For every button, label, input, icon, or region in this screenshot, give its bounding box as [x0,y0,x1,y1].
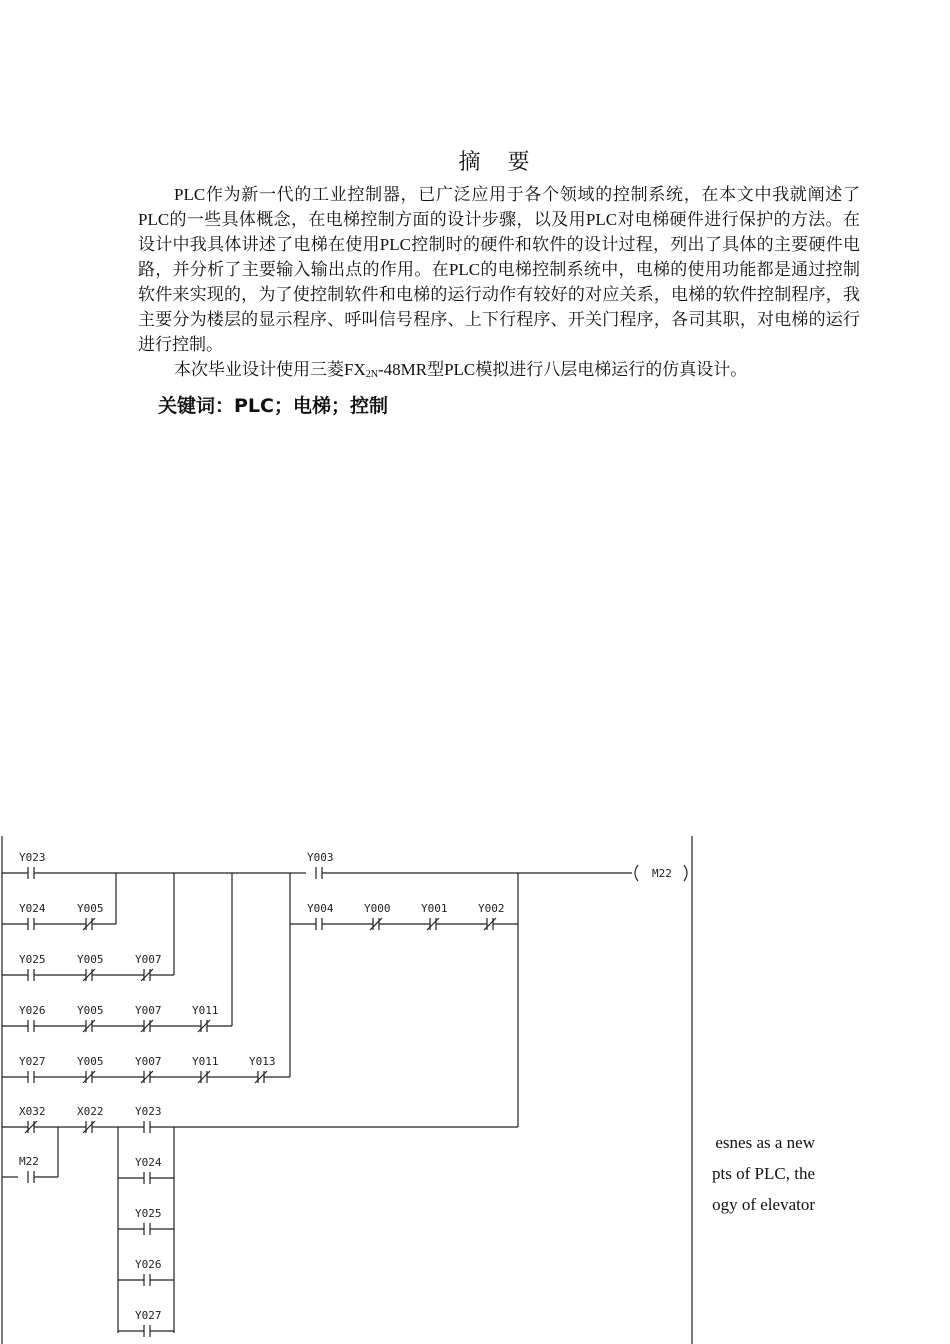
ladder-contact-r4-3-label: Y007 [135,1004,162,1017]
ladder-contact-r3-3-label: Y007 [135,953,162,966]
ladder-contact-r5-1-label: Y027 [19,1055,46,1068]
ladder-contact-r6-3-label: Y023 [135,1105,162,1118]
ladder-contact-r1-1-label: Y023 [19,851,46,864]
ladder-contact-seal-label: M22 [19,1155,39,1168]
coil-right-bracket [684,865,687,881]
p2-text: 本次毕业设计使用三菱FX [174,360,366,379]
ladder-diagram [0,836,700,1344]
abstract-paragraph-1: PLC作为新一代的工业控制器，已广泛应用于各个领域的控制系统，在本文中我就阐述了PLC的一些具体概念，在电梯控制方面的设计步骤，以及用PLC对电梯硬件进行保护的方法。在设计中我具体讲述了电梯在使用PLC控制时的硬件和软件的设计过程，列出了具体的主要硬件电路，并分析了主要输入输出点的作用。在PLC的电梯控制系统中，电梯的使用功能都是通过控制软件来实现的，为了使控制软件和电梯的运行动作有较好的对应关系，电梯的软件控制程序，我主要分为楼层的显示程序、呼叫信号程序、上下行程序、开关门程序，各司其职，对电梯的运行进行控制。 [138,185,860,354]
ladder-contact-mid-2-label: Y000 [364,902,391,915]
p2-text-end: -48MR型PLC模拟进行八层电梯运行的仿真设计。 [377,360,748,379]
keywords: 关键词：PLC；电梯；控制 [158,395,388,417]
p2-subscript: 2N [365,369,378,380]
ladder-contact-mid-3-label: Y001 [421,902,448,915]
ladder-contact-r6-2-label: X022 [77,1105,104,1118]
ladder-contact-r4-4-label: Y011 [192,1004,219,1017]
ladder-contact-r3-1-label: Y025 [19,953,46,966]
ladder-contact-sub-2-label: Y025 [135,1207,162,1220]
ladder-contact-sub-1-label: Y024 [135,1156,162,1169]
ladder-contact-sub-3-label: Y026 [135,1258,162,1271]
ladder-contact-r5-4-label: Y011 [192,1055,219,1068]
ladder-contact-mid-1-label: Y004 [307,902,334,915]
ladder-contact-mid-4-label: Y002 [478,902,505,915]
ladder-contact-r5-3-label: Y007 [135,1055,162,1068]
ladder-contact-sub-4-label: Y027 [135,1309,162,1322]
coil-label: M22 [652,867,672,880]
ladder-contact-r5-2-label: Y005 [77,1055,104,1068]
abstract-paragraph-2 [138,357,860,387]
abstract-section [138,145,860,418]
ladder-contact-r2-2-label: Y005 [77,902,104,915]
ladder-contact-r4-1-label: Y026 [19,1004,46,1017]
ladder-contact-r2-1-label: Y024 [19,902,46,915]
english-fragment-1: esnes as a new [715,1133,815,1152]
ladder-contact-r3-2-label: Y005 [77,953,104,966]
ladder-contact-r6-1-label: X032 [19,1105,46,1118]
english-fragment-2: pts of PLC, the [712,1164,815,1183]
ladder-contact-r5-5-label: Y013 [249,1055,276,1068]
ladder-contact-r4-2-label: Y005 [77,1004,104,1017]
coil-left-bracket [635,865,638,881]
english-fragment-3: ogy of elevator [712,1195,815,1214]
abstract-title: 摘 要 [458,150,540,175]
ladder-contact-y003-label: Y003 [307,851,334,864]
